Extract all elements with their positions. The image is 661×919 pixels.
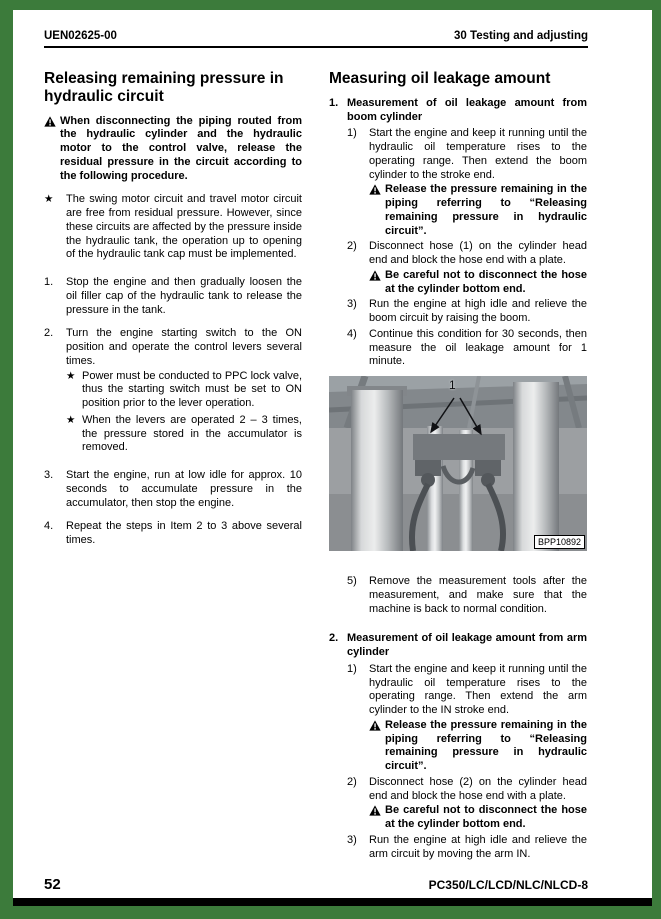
step-row: [347, 776, 587, 804]
step-number: 3.: [44, 469, 54, 482]
step-number: 1): [347, 127, 357, 140]
step-text: Repeat the steps in Item 2 to 3 above several times.: [66, 520, 302, 547]
warning-text: Be careful not to disconnect the hose at the cylinder bottom end.: [385, 268, 587, 295]
measurement-section-arm: [329, 632, 587, 861]
procedure-step: [44, 469, 302, 510]
left-title: Releasing remaining pressure in hydraulic circuit: [44, 70, 284, 105]
step-row: [347, 328, 587, 369]
photo-art: [329, 376, 587, 551]
procedure-step: [44, 276, 302, 317]
page-header: [44, 30, 588, 42]
step-row: [347, 127, 587, 182]
star-icon: ★: [44, 193, 54, 206]
step-text: Start the engine, run at low idle for approx. 10 seconds to accumulate pressure in the accumulator, then stop the engine.: [66, 469, 302, 509]
measurement-section-boom: [329, 97, 587, 617]
step-row: [347, 298, 587, 326]
right-title: Measuring oil leakage amount: [329, 70, 551, 87]
step-text: Continue this condition for 30 seconds, then measure the oil leakage amount for 1 minute.: [369, 327, 587, 368]
section-title: 30 Testing and adjusting: [454, 30, 588, 42]
step-row: [347, 240, 587, 268]
step-text: Run the engine at high idle and relieve the arm circuit by moving the arm IN.: [369, 833, 587, 860]
step-text: Disconnect hose (2) on the cylinder head end and block the hose end with a plate.: [369, 775, 587, 802]
section-steps: [329, 663, 587, 862]
warning-note: [44, 115, 302, 184]
procedure-step: [347, 240, 587, 296]
warning-icon: [44, 115, 60, 127]
section-heading-text: Measurement of oil leakage amount from arm cylinder: [347, 632, 587, 659]
step-text: Start the engine and keep it running until the hydraulic oil temperature rises to the operating range. Then extend the boom cylinder to the stroke end.: [369, 127, 587, 181]
star-note: [44, 193, 302, 262]
step-text: Disconnect hose (1) on the cylinder head end and block the hose end with a plate.: [369, 240, 587, 267]
step-subnotes: [44, 370, 302, 456]
warning-note: [347, 269, 587, 297]
step-number: 2.: [44, 327, 54, 340]
step-number: 4.: [44, 520, 54, 533]
step-number: 5): [347, 575, 357, 588]
warning-icon: [369, 719, 385, 731]
warning-note: [347, 804, 587, 832]
step-text: Start the engine and keep it running until the hydraulic oil temperature rises to the operating range. Then extend the arm cylinder to the IN stroke end.: [369, 662, 587, 717]
step-text: Remove the measurement tools after the measurement, and make sure that the machine is back to normal condition.: [369, 575, 587, 615]
right-column: [329, 70, 587, 876]
warning-icon: [369, 183, 385, 195]
procedure-step: [44, 327, 302, 368]
procedure-step: [347, 328, 587, 369]
step-text: Stop the engine and then gradually loosen the oil filler cap of the hydraulic tank to release the pressure in the tank.: [66, 276, 302, 316]
warning-text: When disconnecting the piping routed from the hydraulic cylinder and the hydraulic motor to the control valve, release the residual pressure in the circuit according to the following procedure.: [60, 114, 302, 182]
star-icon: ★: [66, 369, 76, 382]
page-number: 52: [44, 876, 61, 894]
procedure-step: [347, 127, 587, 238]
star-subnote: [66, 414, 302, 455]
section-heading-text: Measurement of oil leakage amount from boom cylinder: [347, 96, 587, 123]
step-number: 2): [347, 775, 357, 788]
step-number: 2): [347, 240, 357, 253]
subnote-text: When the levers are operated 2 – 3 times, the pressure stored in the accumulator is removed.: [82, 413, 302, 454]
manual-page: [13, 10, 652, 906]
content: [44, 70, 588, 876]
footer-bar: [13, 898, 652, 906]
section-heading: [329, 632, 587, 660]
left-column: [44, 70, 302, 876]
section-heading: [329, 97, 587, 125]
step-row: [347, 575, 587, 616]
warning-note: [347, 183, 587, 238]
step-text: Run the engine at high idle and relieve the boom circuit by raising the boom.: [369, 298, 587, 325]
section-number: 2.: [329, 632, 339, 645]
step-number: 3): [347, 298, 357, 311]
boom-cylinder-photo: [329, 376, 587, 551]
procedure-step: [347, 834, 587, 862]
procedure-step: [347, 298, 587, 326]
warning-text: Release the pressure remaining in the piping referring to “Releasing remaining pressure in hydraulic circuit”.: [385, 718, 587, 773]
photo-callout-1: 1: [449, 378, 456, 393]
step-number: 3): [347, 833, 357, 846]
step-number: 1.: [44, 276, 54, 289]
section-steps-after-photo: [329, 575, 587, 616]
warning-text: Release the pressure remaining in the piping referring to “Releasing remaining pressure in hydraulic circuit”.: [385, 183, 587, 237]
star-subnote: [66, 370, 302, 411]
step-text: Turn the engine starting switch to the ON position and operate the control levers several times.: [66, 327, 302, 367]
warning-icon: [369, 804, 385, 816]
procedure-step: [347, 575, 587, 616]
procedure-step: [347, 776, 587, 832]
procedure-step: [347, 663, 587, 774]
section-steps: [329, 127, 587, 369]
photo-id-tag: BPP10892: [534, 535, 585, 549]
warning-text: Be careful not to disconnect the hose at the cylinder bottom end.: [385, 804, 587, 831]
model-code: PC350/LC/LCD/NLC/NLCD-8: [428, 878, 588, 893]
doc-number: UEN02625-00: [44, 30, 117, 42]
procedure-step: [44, 520, 302, 548]
step-number: 1): [347, 662, 357, 675]
page-footer: [44, 876, 588, 898]
step-row: [347, 834, 587, 862]
star-icon: ★: [66, 413, 76, 426]
subnote-text: Power must be conducted to PPC lock valve, thus the starting switch must be set to ON position prior to the lever operation.: [82, 369, 302, 410]
header-rule: [44, 46, 588, 48]
warning-icon: [369, 269, 385, 281]
step-number: 4): [347, 327, 357, 340]
star-note-text: The swing motor circuit and travel motor circuit are free from residual pressure. However, since these circuits are affected by the pressure inside the hydraulic tank, the operation up to opening of the hydraulic tank cap must be implemented.: [66, 193, 302, 261]
step-row: [347, 663, 587, 718]
section-number: 1.: [329, 96, 339, 109]
warning-note: [347, 719, 587, 774]
